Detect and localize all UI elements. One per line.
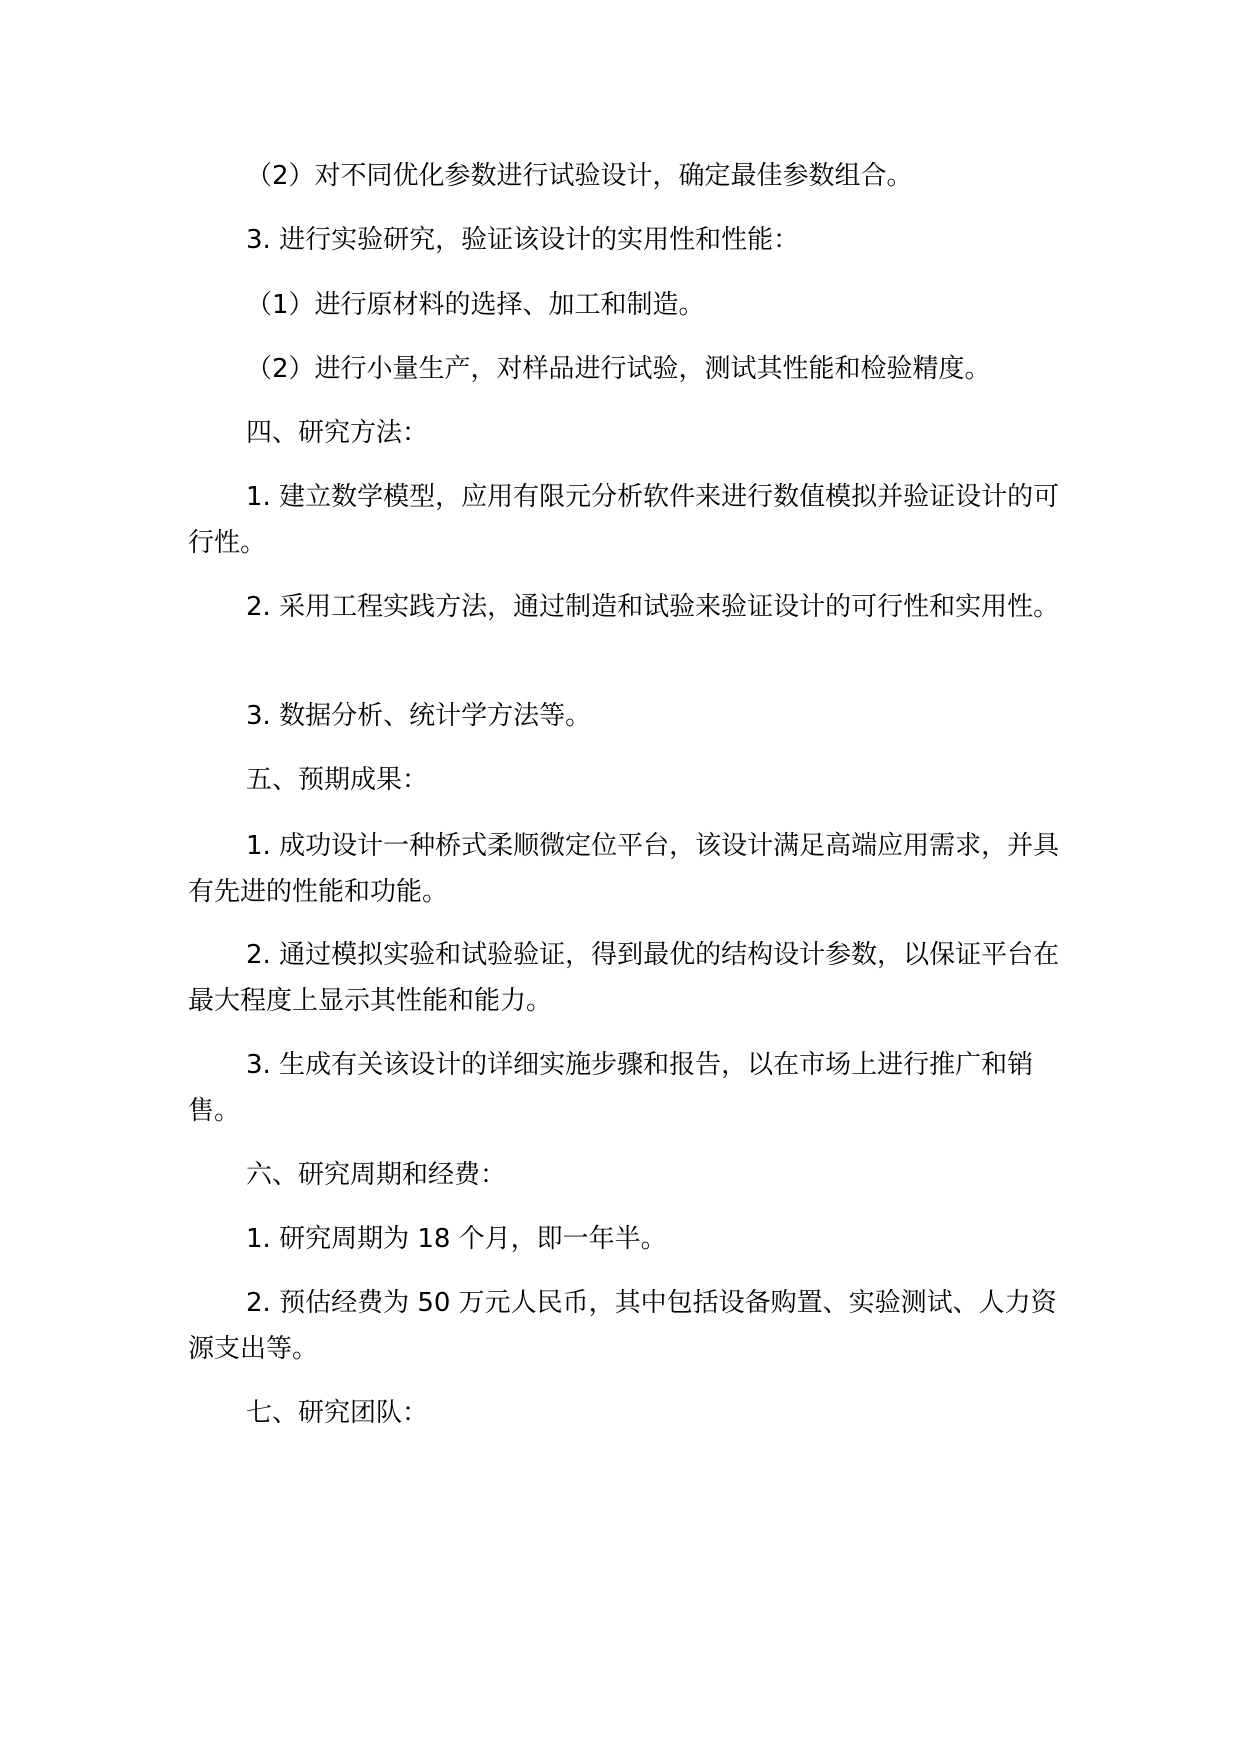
paragraph-small-production: （2）进行小量生产，对样品进行试验，测试其性能和检验精度。 bbox=[246, 354, 991, 384]
paragraph-result-report: 3. 生成有关该设计的详细实施步骤和报告，以在市场上进行推广和销售。 bbox=[188, 1050, 1034, 1126]
paragraph-data-analysis: 3. 数据分析、统计学方法等。 bbox=[246, 701, 592, 731]
heading-expected-results: 五、预期成果： bbox=[246, 765, 429, 795]
paragraph-math-model: 1. 建立数学模型，应用有限元分析软件来进行数值模拟并验证设计的可行性。 bbox=[188, 482, 1060, 558]
heading-research-team: 七、研究团队： bbox=[246, 1398, 429, 1428]
paragraph-budget: 2. 预估经费为 50 万元人民币，其中包括设备购置、实验测试、人力资源支出等。 bbox=[188, 1288, 1057, 1364]
paragraph-engineering-practice: 2. 采用工程实践方法，通过制造和试验来验证设计的可行性和实用性。 bbox=[246, 592, 1060, 622]
paragraph-result-design: 1. 成功设计一种桥式柔顺微定位平台，该设计满足高端应用需求，并具有先进的性能和功能。 bbox=[188, 831, 1060, 907]
heading-period-budget: 六、研究周期和经费： bbox=[246, 1160, 507, 1190]
heading-research-methods: 四、研究方法： bbox=[246, 418, 429, 448]
paragraph-param-design: （2）对不同优化参数进行试验设计，确定最佳参数组合。 bbox=[246, 161, 913, 191]
paragraph-experiment-research: 3. 进行实验研究，验证该设计的实用性和性能： bbox=[246, 225, 800, 255]
paragraph-result-params: 2. 通过模拟实验和试验验证，得到最优的结构设计参数，以保证平台在最大程度上显示其性能和能力。 bbox=[188, 940, 1060, 1016]
paragraph-material-selection: （1）进行原材料的选择、加工和制造。 bbox=[246, 290, 705, 320]
paragraph-research-period: 1. 研究周期为 18 个月，即一年半。 bbox=[246, 1224, 667, 1254]
